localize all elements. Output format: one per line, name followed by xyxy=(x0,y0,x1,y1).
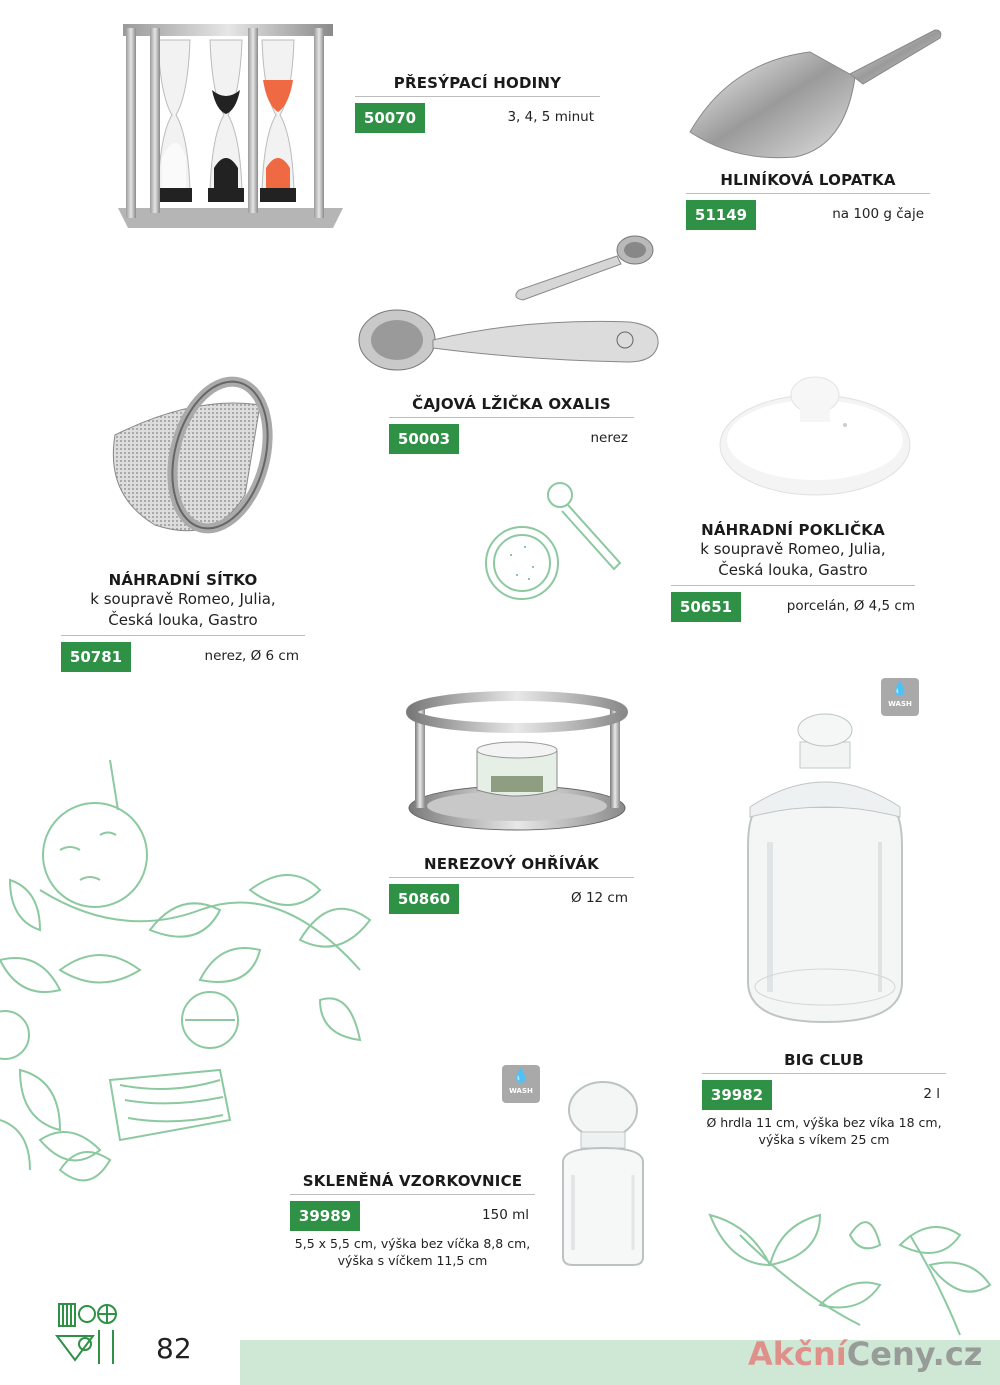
divider xyxy=(686,193,930,194)
oxalis-spoon-small-image xyxy=(505,232,660,304)
product-spec: porcelán, Ø 4,5 cm xyxy=(786,598,915,614)
dishwasher-safe-icon: 💧 xyxy=(891,681,909,697)
product-title: NÁHRADNÍ POKLIČKA xyxy=(701,521,885,539)
product-code: 50003 xyxy=(389,424,459,454)
product-code: 50070 xyxy=(355,103,425,133)
oxalis-spoon-large-image xyxy=(355,300,665,385)
product-spec: Ø 12 cm xyxy=(571,890,628,906)
product-big-club xyxy=(702,1051,946,1148)
dishwasher-safe-icon: 💧 xyxy=(512,1068,530,1084)
divider xyxy=(389,877,634,878)
product-spec: nerez xyxy=(590,430,628,446)
watermark xyxy=(748,1335,982,1373)
product-subtitle-line: Česká louka, Gastro xyxy=(718,561,868,579)
product-hourglass xyxy=(355,74,600,135)
product-title: PŘESÝPACÍ HODINY xyxy=(393,74,562,92)
divider xyxy=(702,1073,946,1074)
divider xyxy=(355,96,600,97)
tea-leaves-illustration-right xyxy=(700,1205,1000,1340)
big-club-jar-image xyxy=(740,712,910,1027)
product-code: 51149 xyxy=(686,200,756,230)
watermark-part1: Akční xyxy=(748,1335,847,1373)
product-spec: 3, 4, 5 minut xyxy=(507,109,594,125)
product-spoon xyxy=(389,395,634,456)
divider xyxy=(61,635,305,636)
product-note-line: Ø hrdla 11 cm, výška bez víka 18 cm, xyxy=(706,1115,942,1130)
hourglass-set-image xyxy=(118,18,343,240)
dishwasher-safe-badge xyxy=(881,678,919,716)
tea-leaves-illustration-left xyxy=(0,740,420,1220)
aluminium-scoop-image xyxy=(685,22,947,162)
wash-label: WASH xyxy=(888,700,912,708)
product-code: 50860 xyxy=(389,884,459,914)
product-warmer xyxy=(389,855,634,916)
product-title: HLINÍKOVÁ LOPATKA xyxy=(720,171,896,189)
product-subtitle-line: k soupravě Romeo, Julia, xyxy=(90,590,276,608)
watermark-part2: Ceny.cz xyxy=(846,1335,983,1373)
product-subtitle-line: Česká louka, Gastro xyxy=(108,611,258,629)
page-number: 82 xyxy=(156,1332,192,1365)
product-note-line: výška s víkem 25 cm xyxy=(758,1132,890,1147)
replacement-strainer-image xyxy=(95,375,275,545)
spoon-sketch-illustration xyxy=(480,475,630,615)
product-code: 50781 xyxy=(61,642,131,672)
divider xyxy=(671,585,915,586)
product-title: NÁHRADNÍ SÍTKO xyxy=(108,571,258,589)
product-code: 39989 xyxy=(290,1201,360,1231)
product-sampler xyxy=(290,1172,535,1269)
dishwasher-safe-badge xyxy=(502,1065,540,1103)
product-code: 39982 xyxy=(702,1080,772,1110)
product-title: SKLENĚNÁ VZORKOVNICE xyxy=(302,1172,523,1190)
product-subtitle-line: k soupravě Romeo, Julia, xyxy=(700,540,886,558)
product-title: NEREZOVÝ OHŘÍVÁK xyxy=(424,855,599,873)
product-strainer xyxy=(61,571,305,674)
wash-label: WASH xyxy=(509,1087,533,1095)
product-code: 50651 xyxy=(671,592,741,622)
product-spec: 150 ml xyxy=(482,1207,529,1223)
glass-sample-jar-image xyxy=(553,1080,653,1270)
product-note-line: výška s víčkem 11,5 cm xyxy=(337,1253,488,1268)
product-spec: na 100 g čaje xyxy=(832,206,924,222)
product-lid xyxy=(671,521,915,624)
divider xyxy=(290,1194,535,1195)
stainless-warmer-image xyxy=(405,688,630,838)
tea-tools-icon xyxy=(55,1300,123,1368)
product-spec: nerez, Ø 6 cm xyxy=(204,648,299,664)
divider xyxy=(389,417,634,418)
product-title: BIG CLUB xyxy=(784,1051,864,1069)
product-title: ČAJOVÁ LŽIČKA OXALIS xyxy=(412,395,611,413)
replacement-lid-image xyxy=(715,360,915,500)
product-spec: 2 l xyxy=(923,1086,940,1102)
product-note-line: 5,5 x 5,5 cm, výška bez víčka 8,8 cm, xyxy=(294,1236,531,1251)
product-scoop xyxy=(686,171,930,232)
